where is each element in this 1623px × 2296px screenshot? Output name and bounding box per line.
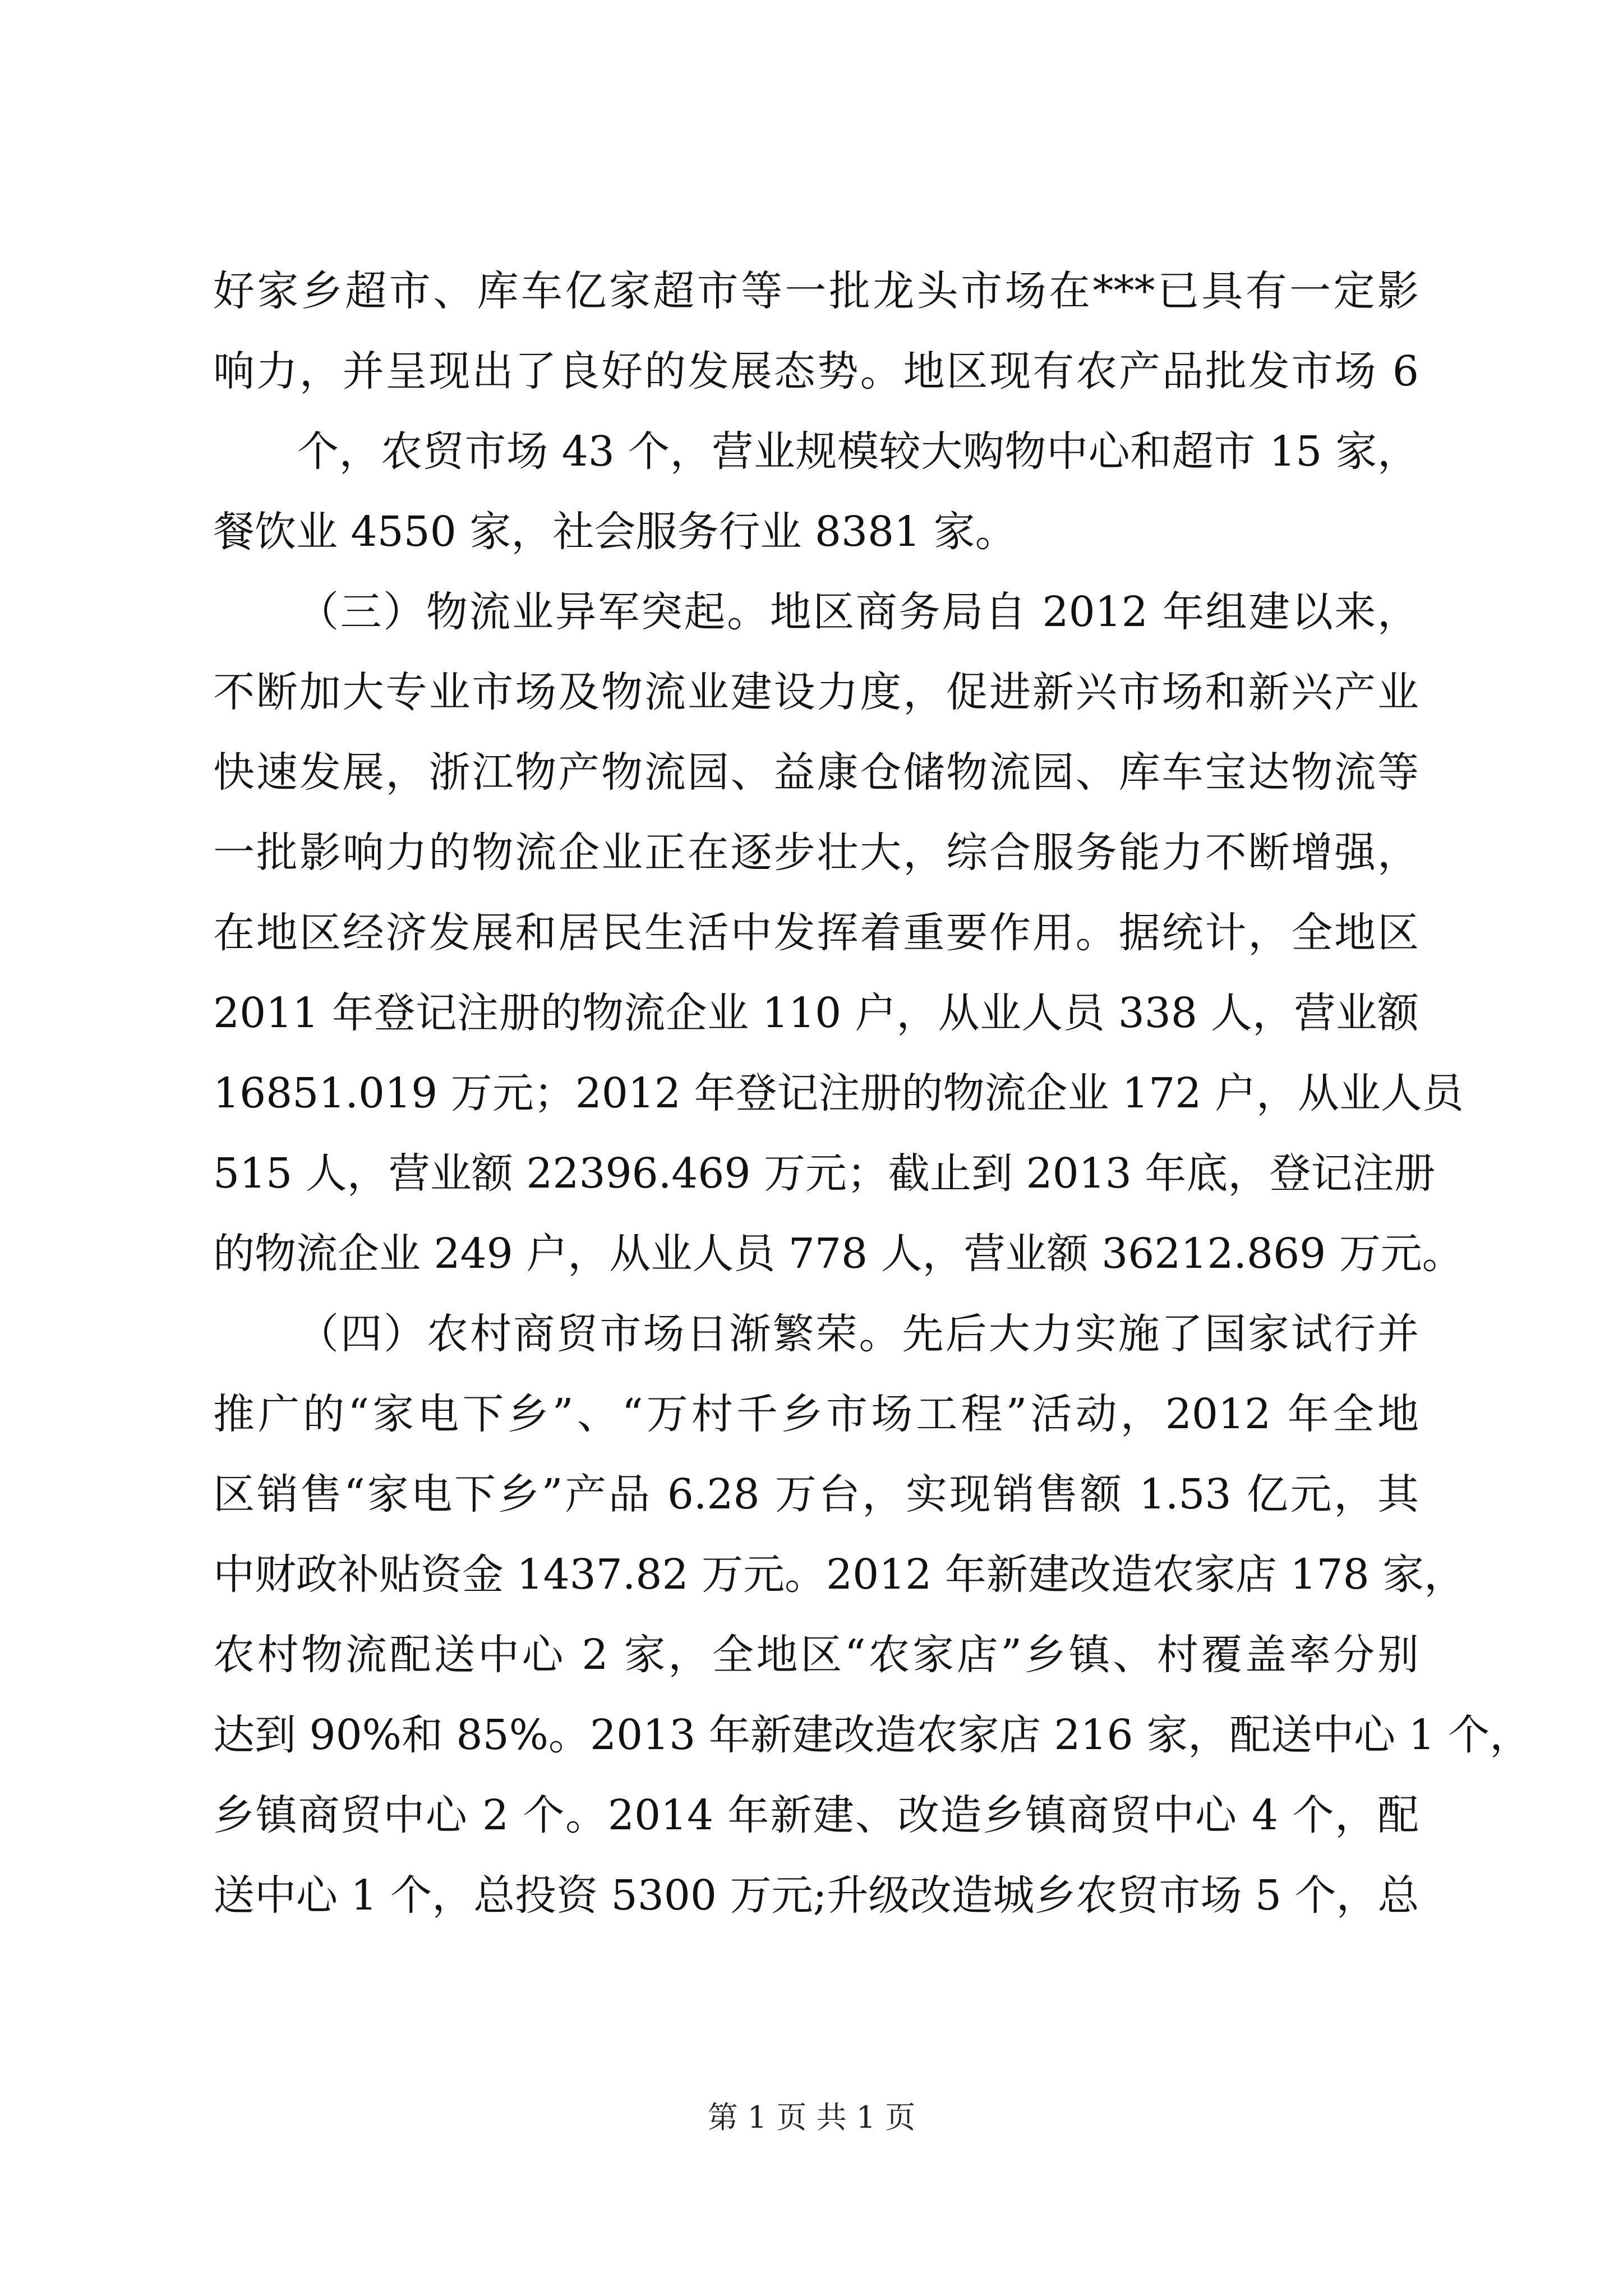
text-line: 16851.019 万元；2012 年登记注册的物流企业 172 户，从业人员 (213, 1069, 1464, 1117)
text-line: 不断加大专业市场及物流业建设力度，促进新兴市场和新兴产业 (213, 668, 1419, 716)
text-line: 餐饮业 4550 家，社会服务行业 8381 家。 (213, 508, 1017, 556)
paragraph-heading-line: （四）农村商贸市场日渐繁荣。先后大力实施了国家试行并 (297, 1310, 1419, 1358)
text-line: 一批影响力的物流企业正在逐步壮大，综合服务能力不断增强， (213, 829, 1419, 877)
text-line: 快速发展，浙江物产物流园、益康仓储物流园、库车宝达物流等 (213, 748, 1419, 797)
body-text (213, 251, 1532, 1936)
text-line: 个，农贸市场 43 个，营业规模较大购物中心和超市 15 家， (297, 427, 1419, 476)
text-line: 区销售“家电下乡”产品 6.28 万台，实现销售额 1.53 亿元，其 (213, 1470, 1419, 1519)
text-line: 好家乡超市、库车亿家超市等一批龙头市场在***已具有一定影 (213, 267, 1419, 315)
text-line: 农村物流配送中心 2 家，全地区“农家店”乡镇、村覆盖率分别 (213, 1631, 1419, 1679)
text-line: 乡镇商贸中心 2 个。2014 年新建、改造乡镇商贸中心 4 个，配 (213, 1791, 1419, 1839)
text-line: 达到 90%和 85%。2013 年新建改造农家店 216 家，配送中心 1 个， (213, 1711, 1532, 1759)
paragraph-heading-line: （三）物流业异军突起。地区商务局自 2012 年组建以来， (297, 588, 1419, 636)
text-line: 515 人，营业额 22396.469 万元；截止到 2013 年底，登记注册 (213, 1149, 1436, 1198)
text-line: 中财政补贴资金 1437.82 万元。2012 年新建改造农家店 178 家， (213, 1550, 1466, 1599)
text-line: 送中心 1 个，总投资 5300 万元;升级改造城乡农贸市场 5 个，总 (213, 1871, 1419, 1920)
text-line: 在地区经济发展和居民生活中发挥着重要作用。据统计，全地区 (213, 909, 1419, 957)
text-line: 的物流企业 249 户，从业人员 778 人，营业额 36212.869 万元。 (213, 1230, 1464, 1278)
text-line: 响力，并呈现出了良好的发展态势。地区现有农产品批发市场 6 (213, 347, 1419, 395)
page-number-footer: 第 1 页 共 1 页 (707, 2100, 916, 2135)
text-line: 推广的“家电下乡”、“万村千乡市场工程”活动，2012 年全地 (213, 1390, 1419, 1438)
text-line: 2011 年登记注册的物流企业 110 户，从业人员 338 人，营业额 (213, 989, 1419, 1037)
